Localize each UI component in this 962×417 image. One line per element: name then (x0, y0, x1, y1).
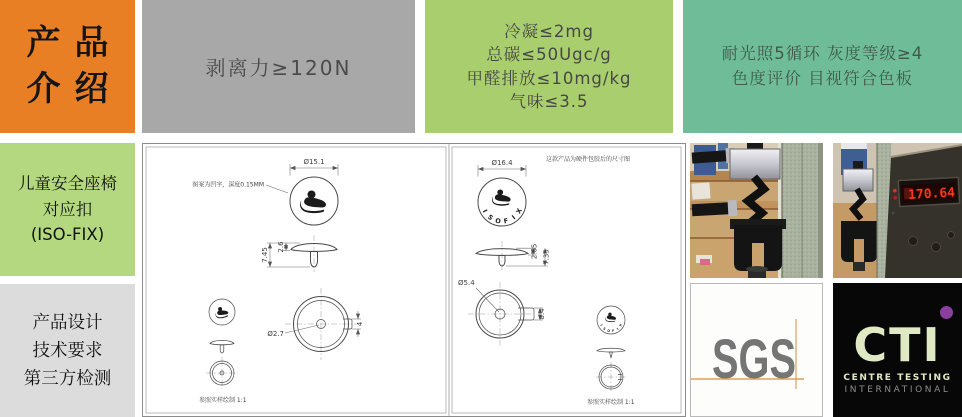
sgs-logo-block (690, 283, 823, 417)
sheet1-side-view (261, 235, 337, 272)
spec-line: 甲醛排放≤10mg/kg (466, 68, 632, 88)
test-machine-photo (690, 143, 823, 278)
spec-lightfastness-block (683, 0, 962, 133)
photo2-upper-clamp (843, 169, 873, 191)
sgs-logo-svg (691, 284, 822, 416)
isofix-mini-letter: X (618, 323, 624, 328)
sheet1-back-view (267, 288, 364, 360)
product-name-line: 对应扣 (42, 199, 93, 219)
isofix-mini-letter: O (606, 328, 611, 333)
technical-drawing-panel (142, 143, 686, 417)
cti-subtitle-line2: INTERNATIONAL (844, 384, 951, 395)
photo1-upper-clamp (730, 149, 780, 179)
process-step-line: 产品设计 (32, 312, 103, 333)
test-machine-photo-svg (690, 143, 823, 278)
isofix-logo-letter: X (514, 207, 524, 216)
isofix-mini-letter: I (599, 323, 604, 327)
spec-peel-force-text: 剥离力≥120N (205, 56, 352, 80)
sheet2-total-height-dim: 7.35 (542, 249, 551, 265)
sheet1-mini-side-icon (210, 341, 234, 354)
sheet2-top-view (478, 159, 526, 226)
sheet1-frame (146, 147, 446, 413)
cti-logo-block (833, 283, 962, 417)
sheet1-mini-top-icon (209, 299, 235, 325)
cti-purple-dot-icon (940, 306, 953, 319)
panel-knob (932, 243, 941, 252)
test-readout-photo (833, 143, 962, 278)
spec-line: 色度评价 目视符合色板 (731, 68, 914, 88)
technical-drawing-svg (143, 144, 685, 416)
sheet1-engrave-annotation: 图案为凹字，深度0.15MM (192, 181, 264, 189)
sheet2-mini-back-icon (596, 362, 626, 392)
sheet1-scale-note: 参照实样绘制 1:1 (199, 397, 247, 404)
test-readout-photo-svg (833, 143, 962, 278)
isofix-logo-letter: I (510, 213, 518, 222)
panel-knob (909, 237, 918, 246)
isofix-logo-letter: S (485, 212, 495, 223)
isofix-mini-letter: S (602, 326, 607, 332)
isofix-mini-letter: F (611, 328, 615, 333)
isofix-logo-letter: I (480, 208, 489, 215)
page-title-block (0, 0, 135, 133)
process-step-line: 技术要求 (32, 340, 103, 361)
sheet1-cap-height-dim: 2.6 (277, 241, 285, 253)
sheet2-scale-note: 参照实样绘制 1:1 (587, 399, 635, 406)
page-title-line: 产品 (26, 22, 123, 63)
page-title-line: 介绍 (26, 68, 123, 109)
sheet2-tab-dim: 8.4 (538, 308, 546, 320)
led-display-value: 170.64 (907, 185, 956, 204)
sheet2-size-note: 这款产品为硬件包胶后的尺寸图 (546, 156, 631, 163)
sheet1-total-height-dim: 7.45 (261, 247, 269, 263)
process-step-line: 第三方检测 (23, 368, 112, 389)
cti-wordmark: CTI (853, 317, 942, 372)
sheet2-side-view (476, 241, 551, 270)
spec-line: 冷凝≤2mg (504, 21, 594, 41)
product-name-line: (ISO-FIX) (30, 225, 105, 245)
spec-line: 总碳≤50Ugc/g (486, 45, 612, 65)
child-seat-pictogram-icon (300, 191, 326, 214)
spec-line: 耐光照5循环 灰度等级≥4 (721, 43, 924, 63)
sheet2-diameter-dim: Ø16.4 (491, 159, 513, 167)
product-name-line: 儿童安全座椅 (18, 174, 117, 194)
cti-subtitle-line1: CENTRE TESTING (843, 372, 952, 383)
sheet2-frame (452, 147, 681, 413)
process-steps-block (0, 284, 135, 417)
sheet1-diameter-dim: Ø15.1 (303, 158, 325, 166)
sheet2-mini-side-icon (597, 348, 625, 358)
isofix-logo-letter: F (503, 216, 510, 226)
panel-knob (948, 232, 955, 239)
sheet1-tab-dim: 4 (356, 321, 364, 327)
sheet1-hole-diameter-dim: Ø2.7 (267, 330, 284, 338)
sheet1-top-view (192, 158, 338, 225)
product-name-block (0, 143, 135, 276)
spec-peel-force-block (142, 0, 415, 133)
photo2-control-panel (885, 145, 962, 278)
cti-wordmark-wrap (853, 306, 942, 372)
spec-emission-block (425, 0, 673, 133)
sheet2-cap-height-dim: 2.65 (530, 243, 539, 260)
isofix-pictogram-icon (492, 189, 511, 205)
sheet2-hole-diameter-dim: Ø5.4 (458, 279, 475, 287)
isofix-mini-letter: I (615, 326, 620, 331)
sgs-wordmark: SGS (712, 327, 796, 390)
spec-line: 气味≤3.5 (509, 91, 589, 111)
sheet2-back-view (458, 279, 546, 346)
sheet2-mini-top-icon (597, 306, 625, 334)
sheet1-mini-back-icon (206, 357, 238, 389)
isofix-logo-letter: O (494, 216, 502, 226)
